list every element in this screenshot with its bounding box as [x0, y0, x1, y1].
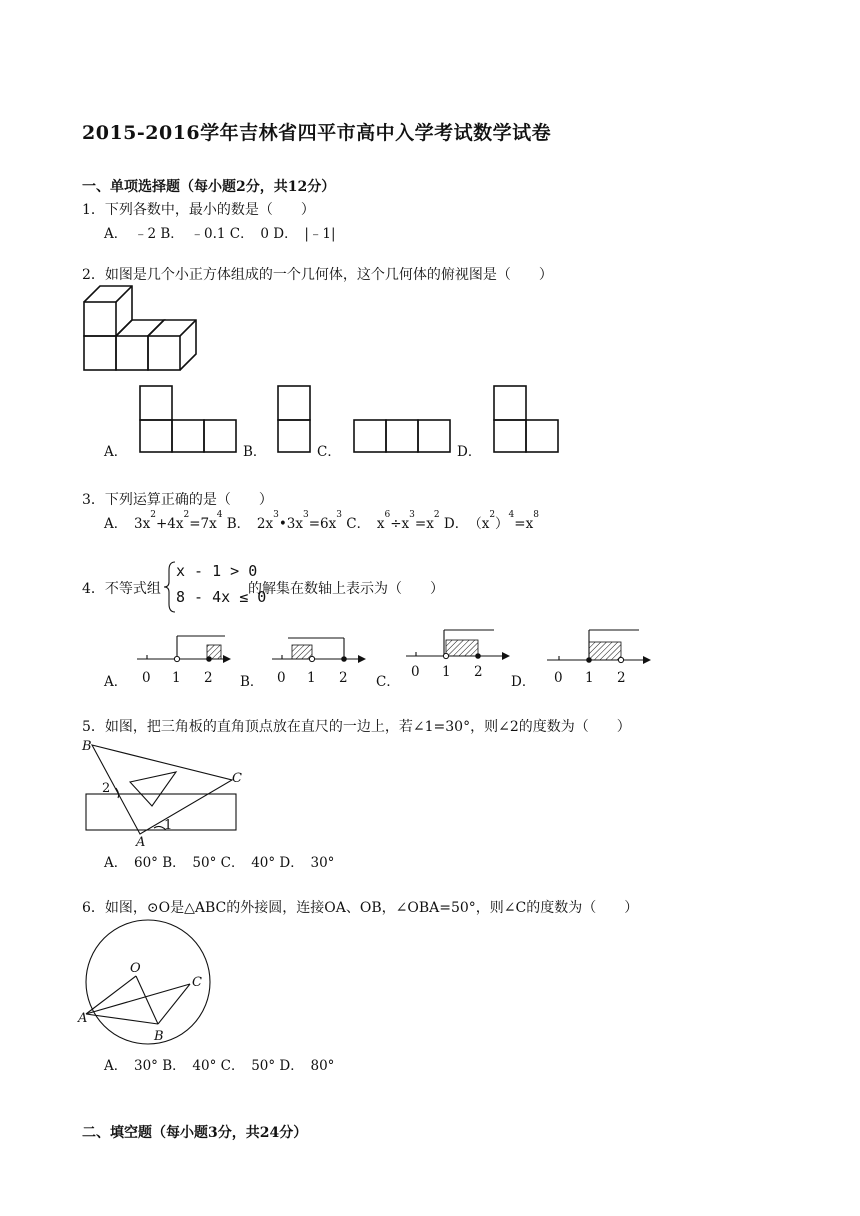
q4-label-c: C．: [376, 674, 400, 690]
triangle-ruler-figure: [80, 736, 250, 848]
q2-label-a: A．: [104, 444, 128, 460]
q5-label-c: C: [232, 771, 242, 786]
q4-d-tick-0: 0: [554, 670, 563, 686]
question-2-stem: 2．如图是几个小正方体组成的一个几何体，这个几何体的俯视图是（ ）: [82, 267, 553, 283]
circle-figure: [76, 916, 226, 1048]
q4-a-tick-0: 0: [142, 670, 151, 686]
question-3-stem: 3．下列运算正确的是（ ）: [82, 492, 273, 508]
q4-label-d: D．: [511, 674, 536, 690]
q6-label-o: O: [130, 961, 141, 976]
q4-d-tick-2: 2: [617, 670, 626, 686]
top-view-option-c: [352, 418, 452, 454]
q4-c-tick-2: 2: [474, 664, 483, 680]
q4-a-tick-1: 1: [172, 670, 181, 686]
question-6-options: A． 30° B． 40° C． 50° D． 80°: [104, 1058, 335, 1074]
q4-label-b: B．: [240, 674, 264, 690]
question-6-stem: 6．如图，⊙O是△ABC的外接圆，连接OA、OB，∠OBA=50°，则∠C的度数为（ ）: [82, 900, 639, 916]
question-1-stem: 1．下列各数中，最小的数是（ ）: [82, 202, 315, 218]
page-title: 2015-2016学年吉林省四平市高中入学考试数学试卷: [82, 122, 552, 144]
q2-label-c: C．: [317, 444, 341, 460]
section-heading-choice: 一、单项选择题（每小题2分，共12分）: [82, 179, 336, 195]
question-3-options: A． $3x^2+4x^2=7x^4$ B． $2x^3•3x^3=6x^3$ C． $x^6\div x^3=x^2$ D． $(x^2)^4=x^8$: [104, 510, 539, 532]
inequality-2: 8 - 4x ≤ 0: [176, 588, 267, 606]
question-5-stem: 5．如图，把三角板的直角顶点放在直尺的一边上，若∠1=30°，则∠2的度数为（ ）: [82, 719, 631, 735]
question-4-stem-prefix: 4．不等式组: [82, 581, 161, 597]
q2-label-b: B．: [243, 444, 267, 460]
q2-label-d: D．: [457, 444, 482, 460]
number-line-c: [404, 620, 514, 680]
top-view-option-d: [492, 384, 560, 454]
inequality-brace: [163, 560, 177, 614]
question-5-options: A． 60° B． 50° C． 40° D． 30°: [104, 855, 335, 871]
q4-c-tick-0: 0: [411, 664, 420, 680]
q4-b-tick-2: 2: [339, 670, 348, 686]
q5-label-b: B: [82, 739, 92, 754]
q4-b-tick-1: 1: [307, 670, 316, 686]
section-heading-fill: 二、填空题（每小题3分，共24分）: [82, 1125, 308, 1141]
q5-label-angle-2: 2: [102, 781, 111, 796]
q6-label-b: B: [154, 1029, 164, 1044]
top-view-option-b: [276, 384, 312, 454]
q4-b-tick-0: 0: [277, 670, 286, 686]
q6-label-a: A: [78, 1011, 88, 1026]
q4-c-tick-1: 1: [442, 664, 451, 680]
q5-label-a: A: [136, 835, 146, 850]
q5-label-angle-1: 1: [164, 818, 173, 833]
cube-solid-figure: [82, 284, 202, 374]
q4-a-tick-2: 2: [204, 670, 213, 686]
top-view-option-a: [138, 384, 238, 454]
q4-d-tick-1: 1: [585, 670, 594, 686]
inequality-1: x - 1 > 0: [176, 562, 258, 580]
q6-label-c: C: [192, 975, 202, 990]
question-4-stem-suffix: 的解集在数轴上表示为（ ）: [248, 581, 444, 597]
question-1-options: A． ﹣2 B． ﹣0.1 C． 0 D． |﹣1|: [104, 226, 336, 242]
q4-label-a: A．: [104, 674, 128, 690]
